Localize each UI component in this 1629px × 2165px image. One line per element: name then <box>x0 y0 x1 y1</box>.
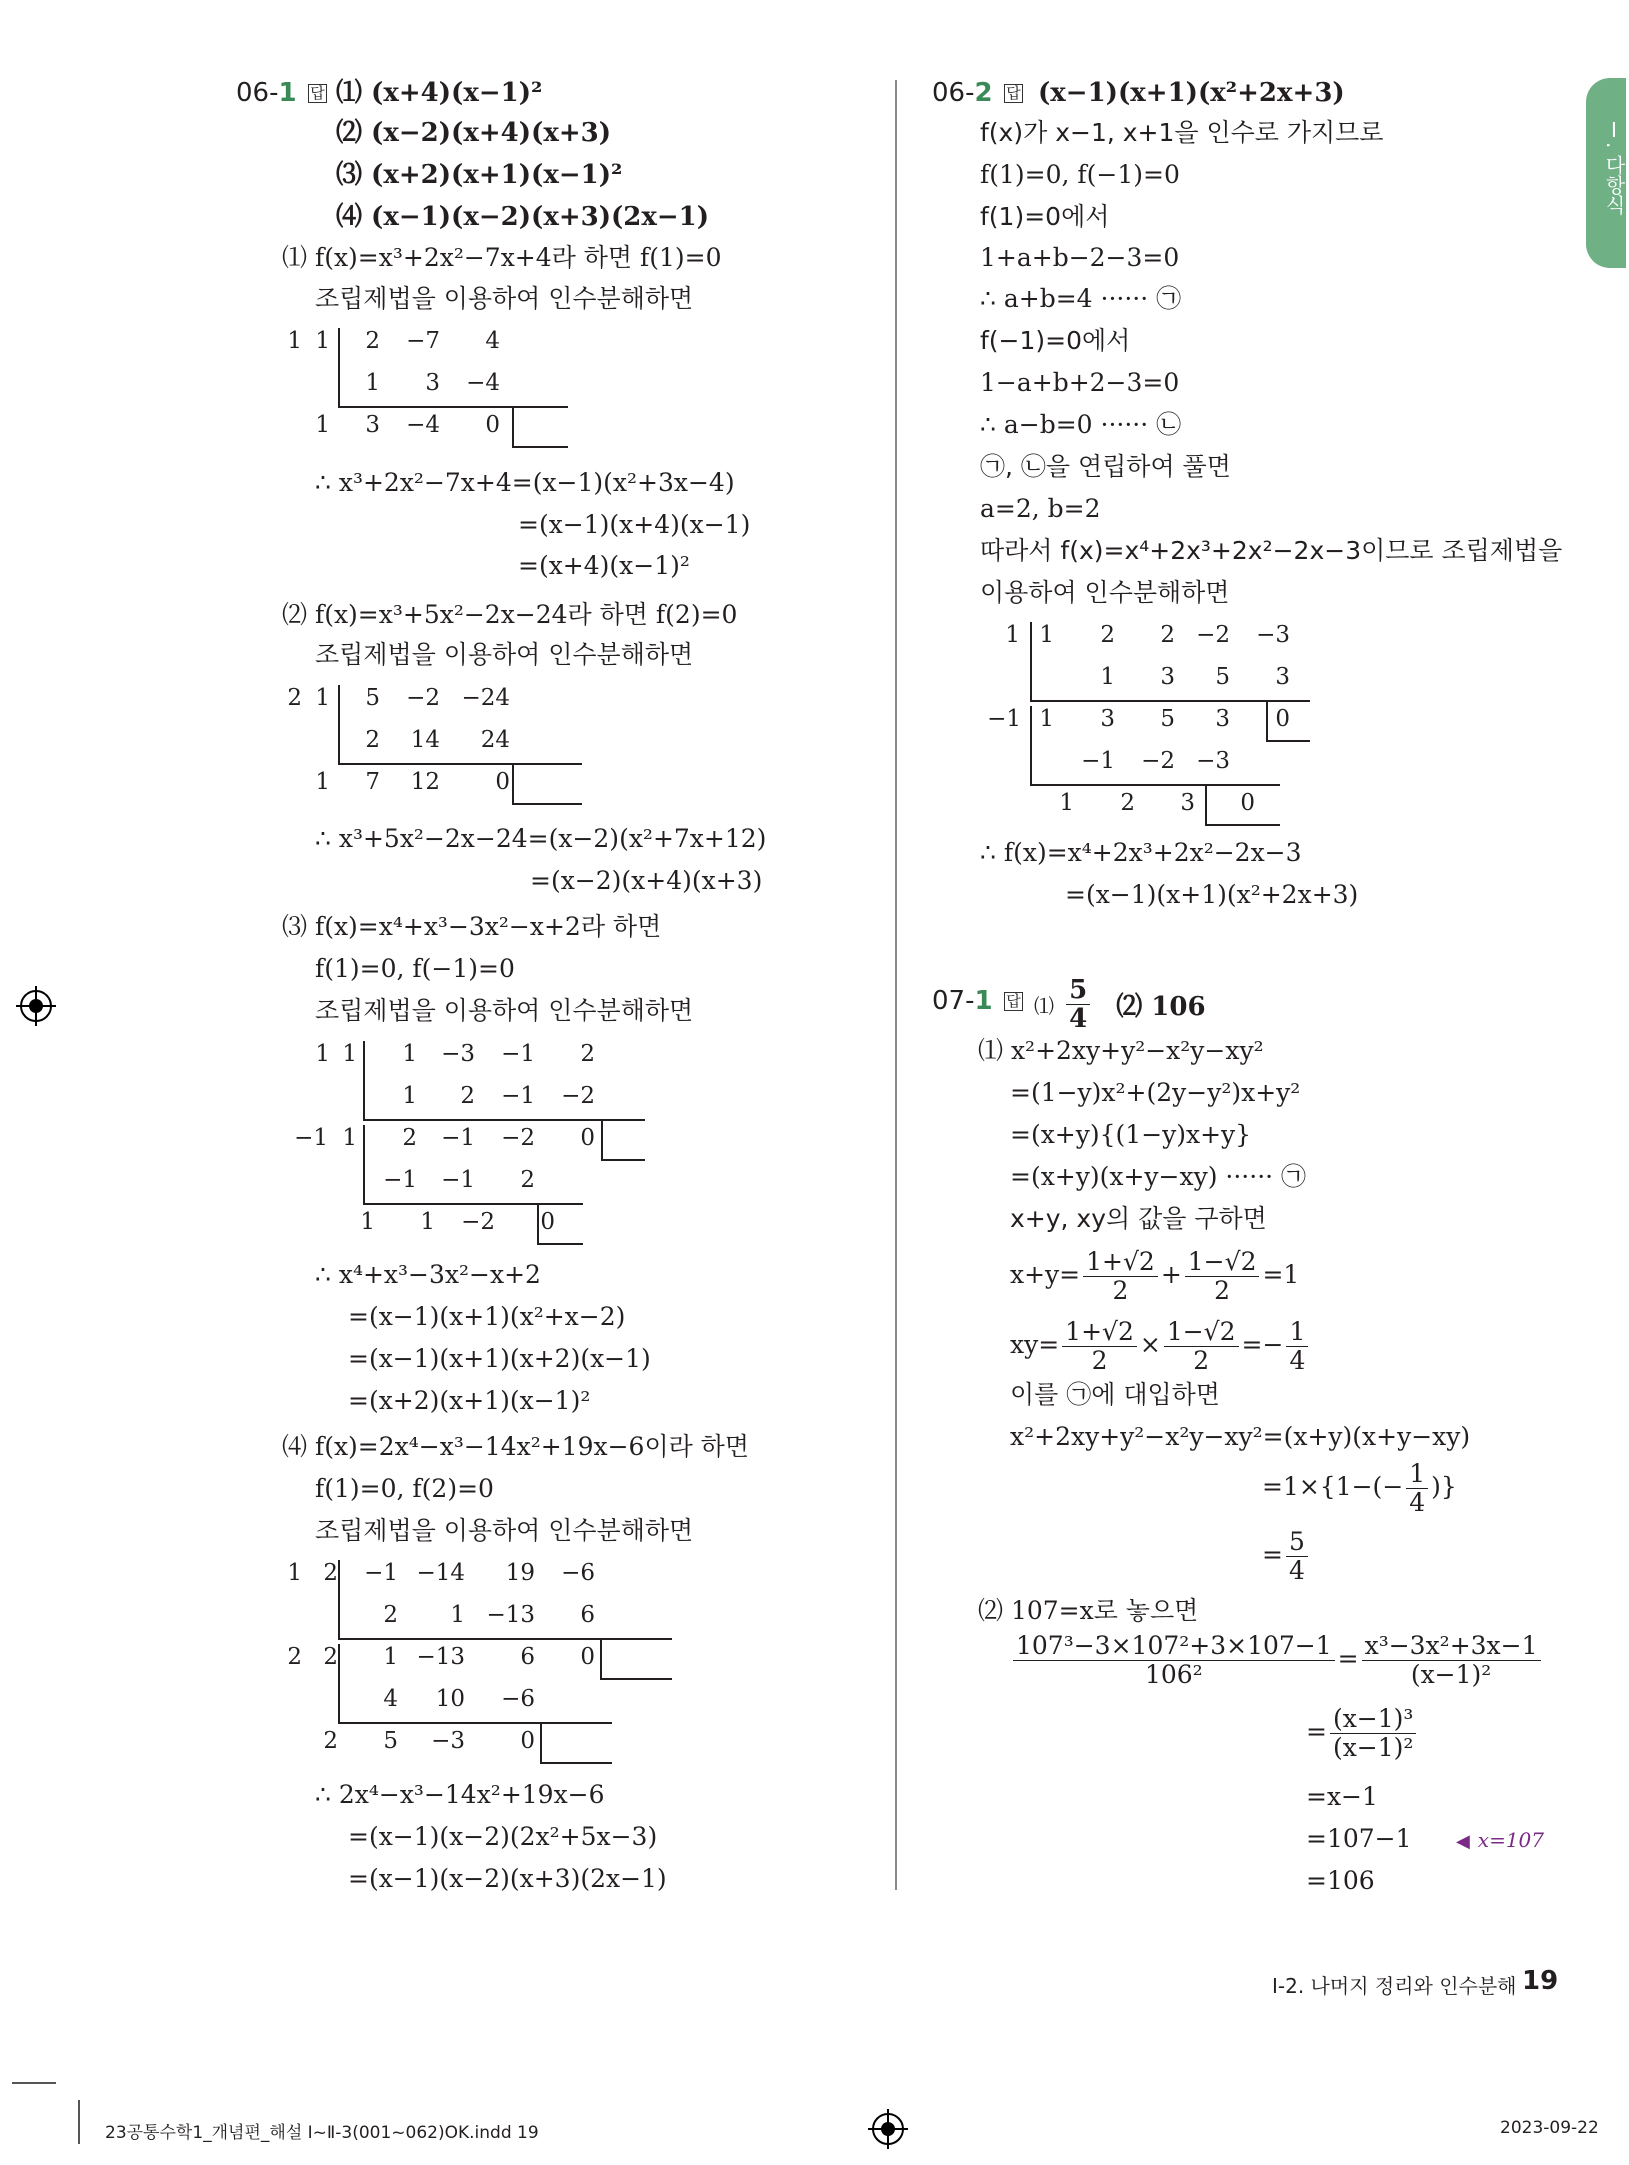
registration-mark-icon <box>20 990 52 1022</box>
problem-number-06-1: 06-1 <box>236 78 297 108</box>
solution-4-method: 조립제법을 이용하여 인수분해하면 <box>315 1516 694 1545</box>
answer-1: ⑴ (x+4)(x−1)² <box>336 78 543 108</box>
p071-s1-line-2: =(1−y)x²+(2y−y²)x+y² <box>1010 1078 1301 1107</box>
solution-4-intro: ⑷ f(x)=2x⁴−x³−14x²+19x−6이라 하면 <box>282 1432 749 1461</box>
answer-2: ⑵ (x−2)(x+4)(x+3) <box>336 118 611 148</box>
p071-xy-sum: x+y= $\frac{1+√2}{2}$ + $\frac{1-√2}{2}$ =1 <box>1010 1247 1300 1305</box>
answer-tag: 답 <box>992 986 1031 1016</box>
p062-line-1: f(x)가 x−1, x+1을 인수로 가지므로 <box>980 118 1384 147</box>
registration-mark-icon <box>872 2113 904 2145</box>
solution-3-method: 조립제법을 이용하여 인수분해하면 <box>315 996 694 1025</box>
p071-xy-prod: xy= $\frac{1+√2}{2}$ × $\frac{1-√2}{2}$ =− $\frac{1}{4}$ <box>1010 1318 1311 1375</box>
p062-line-4: 1+a+b−2−3=0 <box>980 243 1180 272</box>
solution-4-result-3: =(x−1)(x−2)(x+3)(2x−1) <box>348 1864 667 1893</box>
problem-number-06-2: 06-2 <box>932 78 993 108</box>
page-number: 19 <box>1522 1966 1559 1996</box>
solution-4-result-1: ∴ 2x⁴−x³−14x²+19x−6 <box>315 1780 605 1809</box>
solution-1-intro: ⑴ f(x)=x³+2x²−7x+4라 하면 f(1)=0 <box>282 243 722 272</box>
column-divider <box>895 80 897 1890</box>
p071-s2-line-3: =106 <box>1306 1866 1375 1895</box>
problem-number-07-1: 07-1 <box>932 986 993 1016</box>
solution-4-result-2: =(x−1)(x−2)(2x²+5x−3) <box>348 1822 658 1851</box>
p071-eq3: = $\frac{5}{4}$ <box>1262 1528 1311 1585</box>
p071-s1-line-1: ⑴ x²+2xy+y²−x²y−xy² <box>978 1036 1264 1065</box>
p071-eq2: =1×{1−(− $\frac{1}{4}$ )} <box>1262 1459 1457 1517</box>
triangle-left-icon: ◀ <box>1456 1831 1470 1852</box>
file-info: 23공통수학1_개념편_해설 Ⅰ~Ⅱ-3(001~062)OK.indd 19 <box>105 2123 539 2143</box>
solution-2-intro: ⑵ f(x)=x³+5x²−2x−24라 하면 f(2)=0 <box>282 600 738 629</box>
p062-line-3: f(1)=0에서 <box>980 202 1110 231</box>
p062-line-2: f(1)=0, f(−1)=0 <box>980 160 1180 189</box>
p071-s2-eq2: = $\frac{\text{(x−1)³}}{\text{(x−1)²}}$ <box>1306 1705 1419 1762</box>
solution-3-result-4: =(x+2)(x+1)(x−1)² <box>348 1386 591 1415</box>
p062-line-10: a=2, b=2 <box>980 494 1101 523</box>
p071-s2-intro: ⑵ 107=x로 놓으면 <box>978 1596 1199 1625</box>
p062-line-5: ∴ a+b=4 ······ ㉠ <box>980 284 1182 313</box>
chapter-side-tab: Ⅰ. 다항식 <box>1586 78 1626 268</box>
p062-line-8: ∴ a−b=0 ······ ㉡ <box>980 410 1182 439</box>
p062-line-11: 따라서 f(x)=x⁴+2x³+2x²−2x−3이므로 조립제법을 <box>980 536 1563 565</box>
answer-tag: 답 <box>992 78 1031 108</box>
solution-3-intro: ⑶ f(x)=x⁴+x³−3x²−x+2라 하면 <box>282 912 662 941</box>
answer-06-2: (x−1)(x+1)(x²+2x+3) <box>1038 78 1345 108</box>
solution-3-condition: f(1)=0, f(−1)=0 <box>315 954 515 983</box>
p071-s1-line-3: =(x+y){(1−y)x+y} <box>1010 1120 1252 1149</box>
p062-line-6: f(−1)=0에서 <box>980 326 1131 355</box>
solution-1-result-1: ∴ x³+2x²−7x+4=(x−1)(x²+3x−4) <box>315 468 735 497</box>
answer-tag: 답 <box>296 78 335 108</box>
p071-s1-line-4: =(x+y)(x+y−xy) ······ ㉠ <box>1010 1162 1307 1191</box>
solution-3-result-3: =(x−1)(x+1)(x+2)(x−1) <box>348 1344 651 1373</box>
footer-short-rule <box>12 2082 56 2084</box>
solution-2-method: 조립제법을 이용하여 인수분해하면 <box>315 640 694 669</box>
p071-note: ◀ x=107 <box>1456 1828 1545 1852</box>
p062-result-1: ∴ f(x)=x⁴+2x³+2x²−2x−3 <box>980 838 1302 867</box>
solution-2-result-1: ∴ x³+5x²−2x−24=(x−2)(x²+7x+12) <box>315 824 767 853</box>
p062-result-2: =(x−1)(x+1)(x²+2x+3) <box>1065 880 1359 909</box>
solution-4-condition: f(1)=0, f(2)=0 <box>315 1474 494 1503</box>
answer-3: ⑶ (x+2)(x+1)(x−1)² <box>336 160 623 190</box>
answer-4: ⑷ (x−1)(x−2)(x+3)(2x−1) <box>336 202 710 232</box>
chapter-footer: Ⅰ-2. 나머지 정리와 인수분해 <box>1272 1974 1517 1998</box>
p062-line-12: 이용하여 인수분해하면 <box>980 578 1230 607</box>
p071-s1-line-5: x+y, xy의 값을 구하면 <box>1010 1204 1267 1233</box>
p062-line-9: ㉠, ㉡을 연립하여 풀면 <box>980 452 1231 481</box>
p071-s2-line-1: =x−1 <box>1306 1782 1378 1811</box>
p071-subst: 이를 ㉠에 대입하면 <box>1010 1380 1220 1409</box>
footer-tick <box>78 2100 80 2144</box>
solution-1-result-2: =(x−1)(x+4)(x−1) <box>518 510 751 539</box>
solution-3-result-1: ∴ x⁴+x³−3x²−x+2 <box>315 1260 541 1289</box>
solution-2-result-2: =(x−2)(x+4)(x+3) <box>530 866 763 895</box>
p071-eq1: x²+2xy+y²−x²y−xy²=(x+y)(x+y−xy) <box>1010 1422 1471 1451</box>
solution-3-result-2: =(x−1)(x+1)(x²+x−2) <box>348 1302 626 1331</box>
p071-s2-eq1: $\frac{\text{107³−3×107²+3×107−1}}{\text{106²}}$ = $\frac{\text{x³−3x²+3x−1}}{\text{(x−1)²}}$ <box>1010 1632 1544 1689</box>
print-date: 2023-09-22 <box>1500 2118 1599 2138</box>
answer-07-1: ⑴ $\frac{5}{4}$ ⑵ 106 <box>1034 975 1206 1034</box>
solution-1-method: 조립제법을 이용하여 인수분해하면 <box>315 284 694 313</box>
p071-s2-line-2: =107−1 <box>1306 1824 1412 1853</box>
p062-line-7: 1−a+b+2−3=0 <box>980 368 1180 397</box>
solution-1-result-3: =(x+4)(x−1)² <box>518 551 690 580</box>
